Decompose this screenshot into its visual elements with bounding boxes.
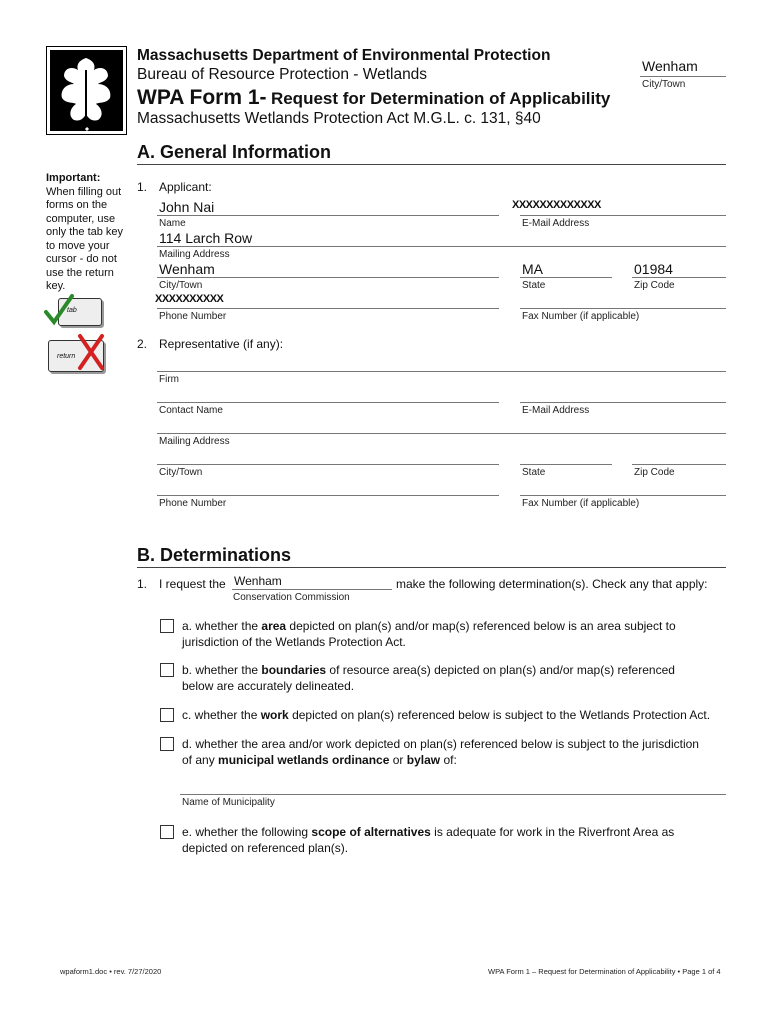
tab-key-text: tab: [67, 307, 77, 314]
applicant-mailing-line: [157, 246, 726, 247]
applicant-fax-line: [520, 308, 726, 309]
applicant-phone-label: Phone Number: [159, 311, 227, 322]
option-b-checkbox[interactable]: [160, 663, 174, 677]
rep-phone-line[interactable]: [157, 495, 499, 496]
applicant-phone-field[interactable]: XXXXXXXXXX: [155, 293, 224, 305]
applicant-name-label: Name: [159, 218, 186, 229]
rep-zip-line[interactable]: [632, 464, 726, 465]
option-a-line2: jurisdiction of the Wetlands Protection Act.: [182, 635, 406, 649]
option-e-post: is adequate for work in the Riverfront Area as: [430, 825, 675, 839]
oak-leaf-icon: [50, 50, 123, 131]
option-d-post: of:: [440, 753, 457, 767]
option-c-checkbox[interactable]: [160, 708, 174, 722]
municipality-line[interactable]: [180, 794, 726, 795]
footer-right: WPA Form 1 – Request for Determination of Applicability • Page 1 of 4: [488, 967, 721, 976]
important-line: use the return: [46, 266, 114, 279]
rep-state-line[interactable]: [520, 464, 612, 465]
option-c-bold: work: [260, 708, 289, 722]
section-a-rule: [137, 164, 726, 165]
applicant-email-line: [520, 215, 726, 216]
option-e-pre: e. whether the following: [182, 825, 312, 839]
important-line: to move your: [46, 239, 110, 252]
option-e-line2: depicted on referenced plan(s).: [182, 841, 349, 855]
applicant-mailing-field[interactable]: 114 Larch Row: [159, 230, 253, 246]
rep-email-line[interactable]: [520, 402, 726, 403]
commission-line: [232, 589, 392, 590]
option-a-checkbox[interactable]: [160, 619, 174, 633]
applicant-name-field[interactable]: John Nai: [159, 199, 215, 215]
applicant-state-label: State: [522, 280, 546, 291]
applicant-phone-line: [157, 308, 499, 309]
request-text-after: make the following determination(s). Check any that apply:: [396, 577, 708, 591]
request-number: 1.: [137, 577, 148, 591]
option-c-post: depicted on plan(s) referenced below is subject to the Wetlands Protection Act.: [288, 708, 711, 722]
request-text-before: I request the: [159, 577, 226, 591]
green-check-icon: [44, 294, 74, 326]
option-b-bold: boundaries: [261, 663, 327, 677]
applicant-state-line: [520, 277, 612, 278]
option-d-line2-pre: of any: [182, 753, 219, 767]
section-b-heading: B. Determinations: [137, 545, 292, 565]
option-c-pre: c. whether the: [182, 708, 261, 722]
rep-phone-label: Phone Number: [159, 498, 227, 509]
option-b-post: of resource area(s) depicted on plan(s) and/or map(s) referenced: [326, 663, 675, 677]
header-city-value[interactable]: Wenham: [642, 58, 698, 74]
rep-mailing-label: Mailing Address: [159, 436, 230, 447]
rep-contact-label: Contact Name: [159, 405, 223, 416]
representative-number: 2.: [137, 337, 148, 351]
municipality-label: Name of Municipality: [182, 797, 275, 808]
option-e-checkbox[interactable]: [160, 825, 174, 839]
applicant-email-field[interactable]: XXXXXXXXXXXXX: [512, 199, 601, 211]
applicant-number: 1.: [137, 180, 148, 194]
massdep-logo: [46, 46, 127, 135]
rep-firm-label: Firm: [159, 374, 179, 385]
red-x-icon: [76, 332, 106, 372]
option-b-line2: below are accurately delineated.: [182, 679, 355, 693]
applicant-city-line: [157, 277, 499, 278]
rep-state-label: State: [522, 467, 546, 478]
option-d-pre: d. whether the area and/or work depicted on plan(s) referenced below is subject to the jurisdiction: [182, 737, 699, 751]
applicant-zip-line: [632, 277, 726, 278]
footer-left: wpaform1.doc • rev. 7/27/2020: [60, 967, 162, 976]
bureau-name: Bureau of Resource Protection - Wetlands: [137, 66, 428, 83]
applicant-zip-label: Zip Code: [634, 280, 675, 291]
rep-city-label: City/Town: [159, 467, 203, 478]
rep-fax-line[interactable]: [520, 495, 726, 496]
important-line: only the tab key: [46, 226, 124, 238]
applicant-city-label: City/Town: [159, 280, 203, 291]
important-line: computer, use: [46, 212, 116, 225]
return-key-text: return: [57, 353, 76, 360]
important-line: forms on the: [46, 199, 108, 211]
form-title-sub: Request for Determination of Applicability: [270, 89, 611, 108]
applicant-fax-label: Fax Number (if applicable): [522, 311, 640, 322]
rep-fax-label: Fax Number (if applicable): [522, 498, 640, 509]
applicant-state-field[interactable]: MA: [522, 261, 543, 277]
option-d-bold2: bylaw: [406, 753, 441, 767]
form-title: [137, 86, 610, 110]
rep-zip-label: Zip Code: [634, 467, 675, 478]
applicant-mailing-label: Mailing Address: [159, 249, 230, 260]
applicant-name-line: [157, 215, 499, 216]
representative-title: Representative (if any):: [159, 337, 284, 351]
form-title-main: WPA Form 1-: [137, 86, 267, 109]
option-a-post: depicted on plan(s) and/or map(s) referenced below is an area subject to: [286, 619, 676, 633]
option-e-text: [182, 824, 732, 856]
applicant-city-field[interactable]: Wenham: [159, 261, 215, 277]
applicant-email-label: E-Mail Address: [522, 218, 590, 229]
section-b-rule: [137, 567, 726, 568]
option-a-text: [182, 618, 732, 650]
option-c-text: [182, 707, 742, 723]
rep-firm-line[interactable]: [157, 371, 726, 372]
option-d-checkbox[interactable]: [160, 737, 174, 751]
act-reference: Massachusetts Wetlands Protection Act M.G.L. c. 131, §40: [137, 110, 541, 127]
commission-field[interactable]: Wenham: [234, 574, 282, 588]
important-note: [46, 172, 132, 294]
header-city-line: [640, 76, 726, 77]
section-a-heading: A. General Information: [137, 142, 332, 162]
header-city-label: City/Town: [642, 79, 686, 90]
rep-mailing-line[interactable]: [157, 433, 726, 434]
important-line: key.: [46, 280, 66, 292]
department-name: Massachusetts Department of Environmental Protection: [137, 47, 551, 64]
important-heading: Important:: [46, 172, 101, 184]
option-b-text: [182, 662, 732, 694]
rep-contact-line[interactable]: [157, 402, 499, 403]
option-d-text: [182, 736, 742, 768]
rep-email-label: E-Mail Address: [522, 405, 590, 416]
option-d-bold1: municipal wetlands ordinance: [218, 753, 390, 767]
option-d-mid: or: [389, 753, 407, 767]
option-a-bold: area: [261, 619, 287, 633]
option-b-pre: b. whether the: [182, 663, 262, 677]
commission-label: Conservation Commission: [233, 592, 350, 603]
important-line: cursor - do not: [46, 253, 117, 265]
option-a-pre: a. whether the: [182, 619, 262, 633]
applicant-zip-field[interactable]: 01984: [634, 261, 673, 277]
rep-city-line[interactable]: [157, 464, 499, 465]
option-e-bold: scope of alternatives: [311, 825, 431, 839]
applicant-title: Applicant:: [159, 180, 212, 194]
important-line: When filling out: [46, 185, 122, 198]
